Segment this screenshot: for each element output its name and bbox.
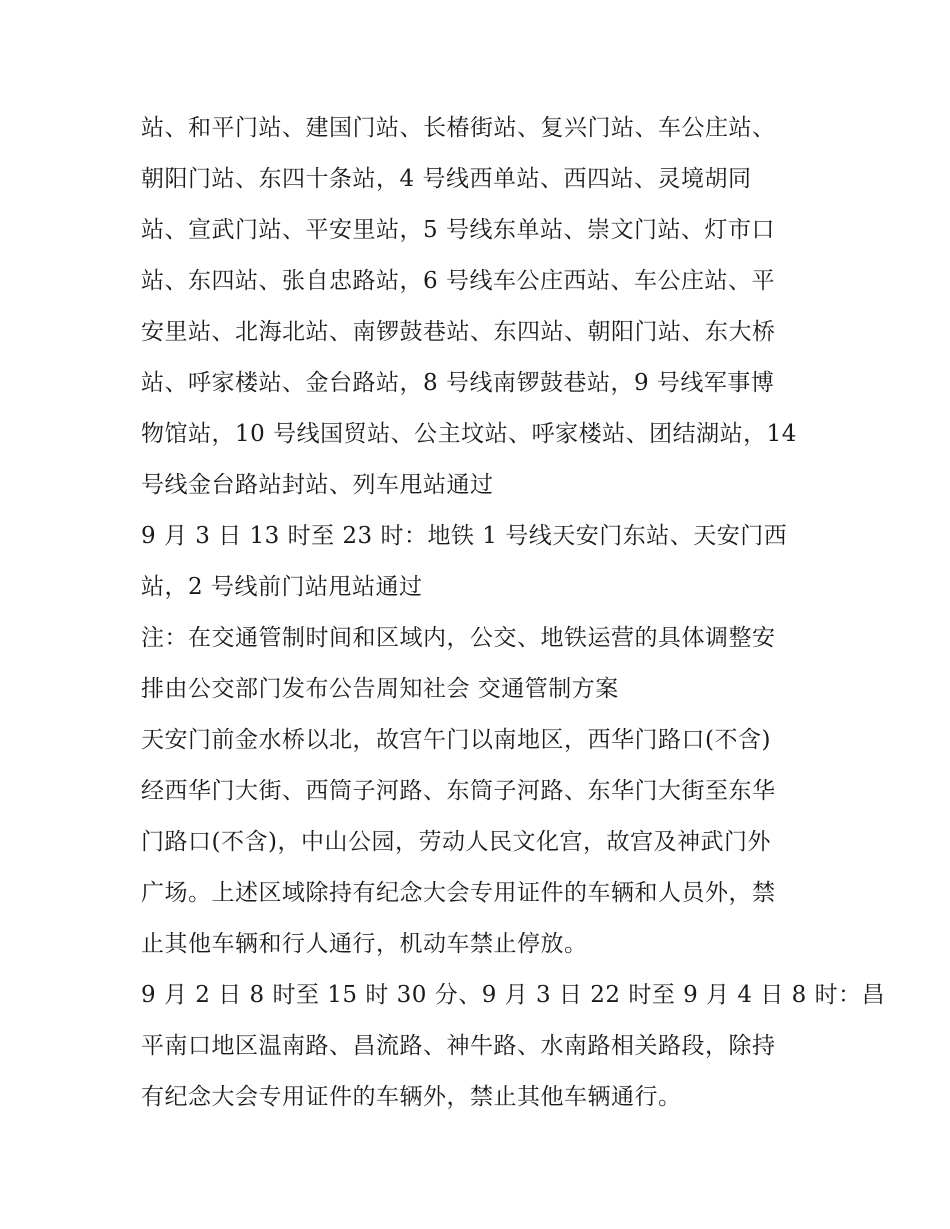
text-line: 站、东四站、张自忠路站，6 号线车公庄西站、车公庄站、平	[141, 268, 775, 294]
text-line: 有纪念大会专用证件的车辆外，禁止其他车辆通行。	[141, 1084, 682, 1110]
text-line: 号线金台路站封站、列车甩站通过	[141, 472, 494, 498]
text-line: 经西华门大街、西筒子河路、东筒子河路、东华门大街至东华	[141, 778, 776, 804]
text-line: 安里站、北海北站、南锣鼓巷站、东四站、朝阳门站、东大桥	[141, 319, 776, 345]
text-line: 站、和平门站、建国门站、长椿街站、复兴门站、车公庄站、	[141, 115, 776, 141]
text-line: 物馆站，10 号线国贸站、公主坟站、呼家楼站、团结湖站，14	[141, 421, 797, 447]
text-line: 排由公交部门发布公告周知社会 交通管制方案	[141, 676, 619, 702]
text-line: 9 月 3 日 13 时至 23 时：地铁 1 号线天安门东站、天安门西	[141, 523, 788, 549]
text-line: 站、呼家楼站、金台路站，8 号线南锣鼓巷站，9 号线军事博	[141, 370, 775, 396]
text-line: 站、宣武门站、平安里站，5 号线东单站、崇文门站、灯市口	[141, 217, 775, 243]
text-line: 9 月 2 日 8 时至 15 时 30 分、9 月 3 日 22 时至 9 月 4 日 8 时：昌	[141, 982, 886, 1008]
text-line: 广场。上述区域除持有纪念大会专用证件的车辆和人员外，禁	[141, 880, 776, 906]
text-line: 天安门前金水桥以北，故宫午门以南地区，西华门路口(不含)	[141, 727, 771, 753]
text-line: 朝阳门站、东四十条站，4 号线西单站、西四站、灵境胡同	[141, 166, 752, 192]
text-line: 门路口(不含)，中山公园，劳动人民文化宫，故宫及神武门外	[141, 829, 771, 855]
text-line: 平南口地区温南路、昌流路、神牛路、水南路相关路段，除持	[141, 1033, 776, 1059]
document-body	[141, 103, 886, 1123]
text-line: 站，2 号线前门站甩站通过	[141, 574, 423, 600]
text-line: 止其他车辆和行人通行，机动车禁止停放。	[141, 931, 588, 957]
text-line: 注：在交通管制时间和区域内，公交、地铁运营的具体调整安	[141, 625, 776, 651]
